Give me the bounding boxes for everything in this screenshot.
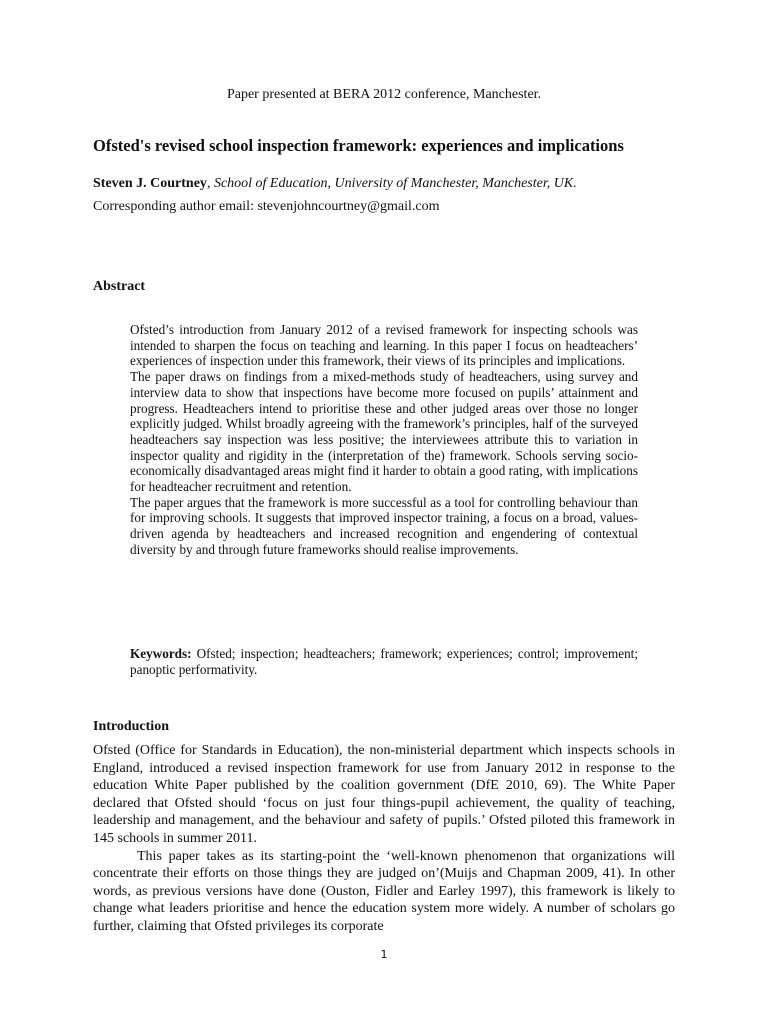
abstract-paragraph: The paper argues that the framework is more successful as a tool for controlling behaviour than for improving schools. It suggests that improved inspector training, a focus on a broad, values-driven agenda by headteachers and increased recognition and engendering of contextual diversity by and through future frameworks should realise improvements.	[130, 494, 638, 557]
conference-note: Paper presented at BERA 2012 conference, Manchester.	[226, 87, 542, 102]
keywords-text: Ofsted; inspection; headteachers; framework; experiences; control; improvement; panoptic performativity.	[130, 646, 638, 677]
keywords-label: Keywords:	[130, 646, 192, 661]
author-separator: ,	[206, 176, 214, 191]
page-number: 1	[380, 948, 388, 961]
corresponding-email: Corresponding author email: stevenjohncourtney@gmail.com	[93, 199, 440, 214]
abstract-paragraph: Ofsted’s introduction from January 2012 of a revised framework for inspecting schools was intended to sharpen the focus on teaching and learning. In this paper I focus on headteachers’ experiences of inspection under this framework, their views of its principles and implications.	[130, 322, 638, 369]
introduction-paragraph: Ofsted (Office for Standards in Education), the non-ministerial department which inspects schools in England, introduced a revised inspection framework for use from January 2012 in response to the education White Paper published by the coalition government (DfE 2010, 69). The White Paper declared that Ofsted should ‘focus on just four things-pupil achievement, the quality of teaching, leadership and management, and the behaviour and safety of pupils.’ Ofsted piloted this framework in 145 schools in summer 2011.	[93, 743, 675, 846]
paper-title: Ofsted's revised school inspection framework: experiences and implications	[93, 136, 624, 155]
abstract-body	[130, 322, 638, 558]
author-affiliation: School of Education, University of Manchester, Manchester, UK.	[213, 176, 577, 191]
introduction-heading: Introduction	[93, 719, 169, 734]
introduction-body	[93, 742, 675, 936]
abstract-heading: Abstract	[93, 279, 146, 294]
author-name: Steven J. Courtney	[93, 176, 207, 191]
keywords	[130, 646, 638, 678]
introduction-paragraph: This paper takes as its starting-point the ‘well-known phenomenon that organizations will concentrate their efforts on those things they are judged on’(Muijs and Chapman 2009, 41). In other words, as previous versions have done (Ouston, Fidler and Earley 1997), this framework is likely to change what leaders prioritise and hence the education system more widely. A number of scholars go further, claiming that Ofsted privileges its corporate	[93, 848, 675, 934]
author-line	[93, 176, 693, 192]
abstract-paragraph: The paper draws on findings from a mixed-methods study of headteachers, using survey and interview data to show that inspections have become more focused on pupils’ attainment and progress. Headteachers intend to prioritise these and other judged areas over those no longer explicitly judged. Whilst broadly agreeing with the framework’s principles, half of the surveyed headteachers say inspection was less positive; the interviewees attribute this to variation in inspector quality and rigidity in the (interpretation of the) framework. Schools serving socio-economically disadvantaged areas might find it harder to obtain a good rating, with implications for headteacher recruitment and retention.	[130, 369, 638, 495]
